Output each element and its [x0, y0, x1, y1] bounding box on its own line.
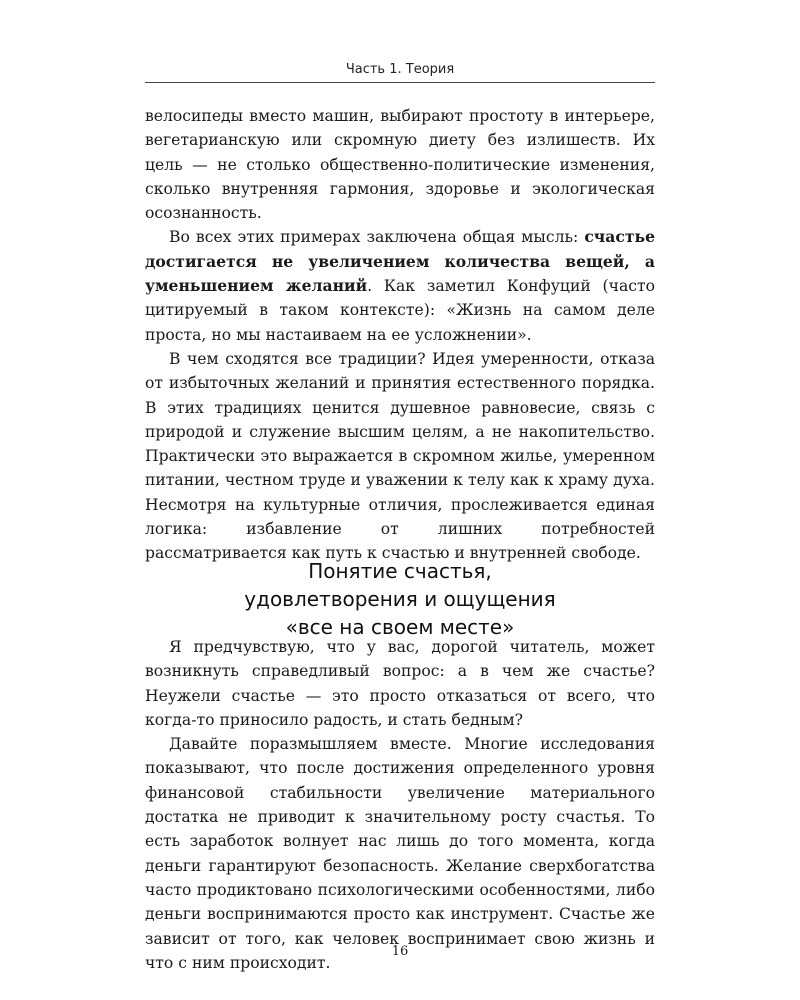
running-header: Часть 1. Теория	[345, 62, 455, 77]
text-section-2	[145, 635, 655, 975]
heading-line-2: удовлетворения и ощущения	[244, 586, 556, 611]
heading-line-3: «все на своем месте»	[285, 614, 515, 639]
paragraph-2-end: . Как заметил Конфуций (часто цитируемый в таком контексте): «Жизнь на самом деле проста, но мы настаиваем на ее усложнении».	[145, 277, 655, 344]
paragraph-5: Давайте поразмышляем вместе. Многие исследования показывают, что после достижения определенного уровня финансовой стабильности увеличение материального достатка не приводит к значительному росту счастья. То есть заработок волнует нас лишь до того момента, когда деньги гарантируют безопасность. Желание сверхбогатства часто продиктовано психологическими особенностями, либо деньги воспринимаются просто как инструмент. Счастье же зависит от того, как человек воспринимает свою жизнь и что с ним происходит.	[145, 735, 655, 972]
heading-line-1: Понятие счастья,	[308, 558, 492, 583]
paragraph-2	[145, 225, 655, 346]
text-section-1	[145, 104, 655, 566]
paragraph-3: В чем сходятся все традиции? Идея умеренности, отказа от избыточных желаний и принятия естественного порядка. В этих традициях ценится душевное равновесие, связь с природой и служение высшим целям, а не накопительство. Практически это выражается в скромном жилье, умеренном питании, честном труде и уважении к телу как к храму духа. Несмотря на культурные отличия, прослеживается единая логика: избавление от лишних потребностей рассматривается как путь к счастью и внутренней свободе.	[145, 349, 655, 563]
page-number: 16	[391, 944, 409, 959]
section-heading	[145, 557, 655, 641]
paragraph-4: Я предчувствую, что у вас, дорогой читатель, может возникнуть справедливый вопрос: а в чем же счастье? Неужели счастье — это просто отказаться от всего, что когда-то приносило радость, и стать бедным?	[145, 638, 655, 729]
paragraph-2-bold: счастье достигается не увеличением количества вещей, а уменьшением желаний	[145, 227, 655, 296]
header-rule	[145, 82, 655, 83]
paragraph-1: велосипеды вместо машин, выбирают простоту в интерьере, вегетарианскую или скромную диету без излишеств. Их цель — не столько общественно-политические изменения, сколько внутренняя гармония, здоровье и экологическая осознанность.	[145, 107, 655, 223]
paragraph-2-start: Во всех этих примерах заключена общая мысль:	[169, 228, 585, 247]
